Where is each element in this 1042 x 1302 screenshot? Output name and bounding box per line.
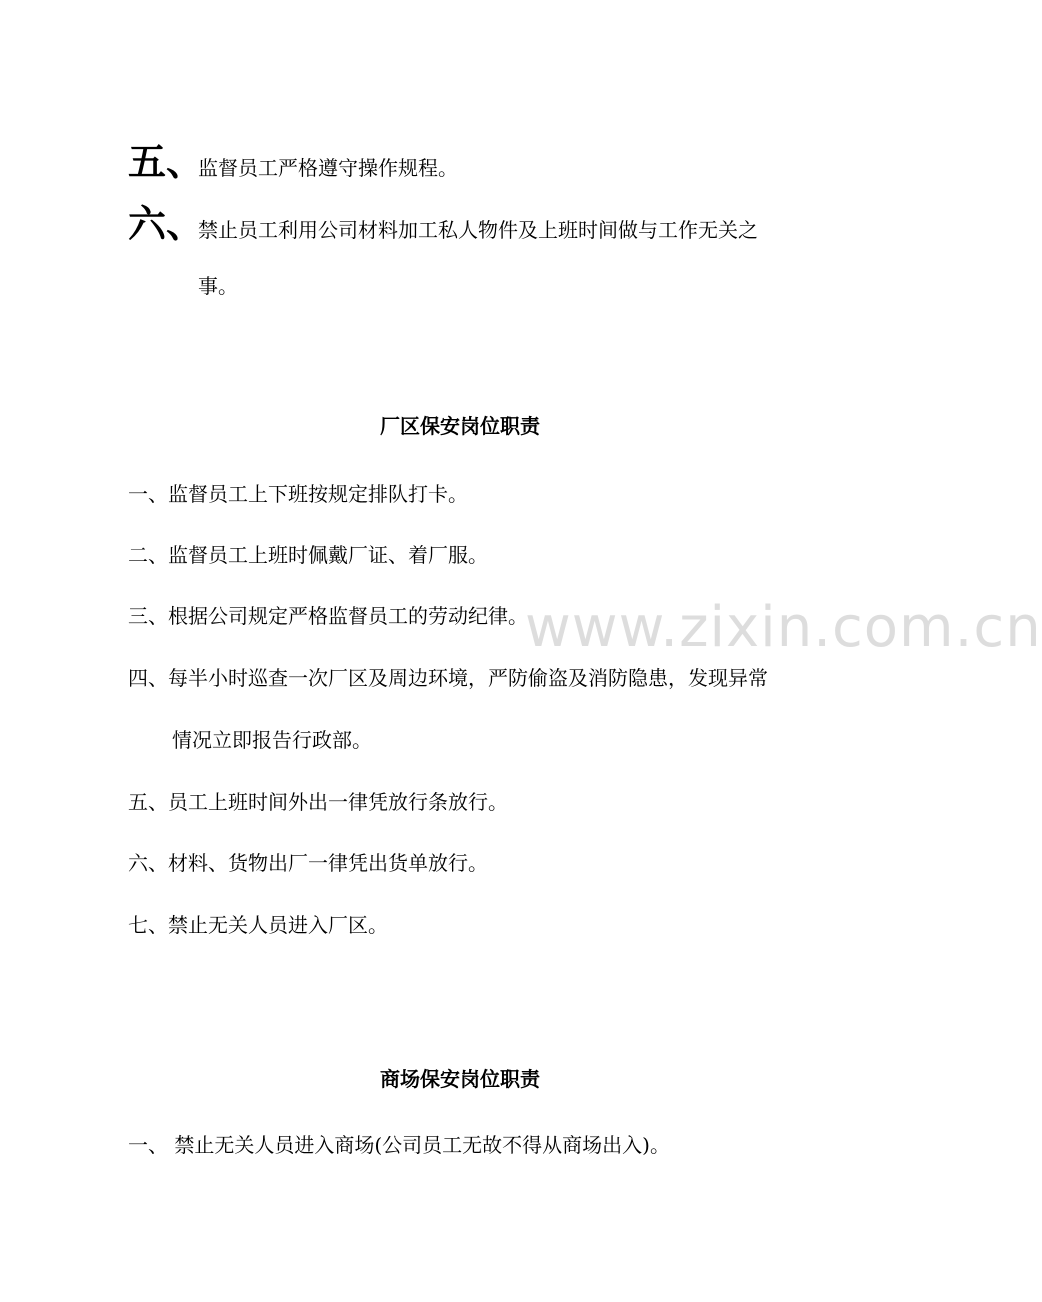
item-number: 五、 [128, 139, 205, 184]
factory-item-2: 二、监督员工上班时佩戴厂证、着厂服。 [128, 543, 488, 567]
top-item-6-continuation: 事。 [198, 274, 238, 298]
factory-item-6: 六、材料、货物出厂一律凭出货单放行。 [128, 851, 488, 875]
watermark: www.zixin.com.cn [525, 595, 1042, 660]
top-item-6 [128, 201, 758, 246]
item-number: 六、 [128, 201, 205, 246]
factory-item-5: 五、员工上班时间外出一律凭放行条放行。 [128, 790, 508, 814]
factory-item-1: 一、监督员工上下班按规定排队打卡。 [128, 482, 468, 506]
factory-item-7: 七、禁止无关人员进入厂区。 [128, 913, 388, 937]
mall-security-title: 商场保安岗位职责 [380, 1067, 540, 1091]
mall-item-1: 一、 禁止无关人员进入商场(公司员工无故不得从商场出入)。 [128, 1133, 670, 1157]
factory-item-4-continuation: 情况立即报告行政部。 [172, 728, 372, 752]
factory-item-3: 三、根据公司规定严格监督员工的劳动纪律。 [128, 604, 528, 628]
item-text: 监督员工严格遵守操作规程。 [198, 156, 458, 180]
factory-item-4: 四、每半小时巡查一次厂区及周边环境，严防偷盗及消防隐患，发现异常 [128, 666, 768, 690]
top-item-5 [128, 139, 458, 184]
factory-security-title: 厂区保安岗位职责 [380, 414, 540, 438]
item-text: 禁止员工利用公司材料加工私人物件及上班时间做与工作无关之 [198, 218, 758, 242]
